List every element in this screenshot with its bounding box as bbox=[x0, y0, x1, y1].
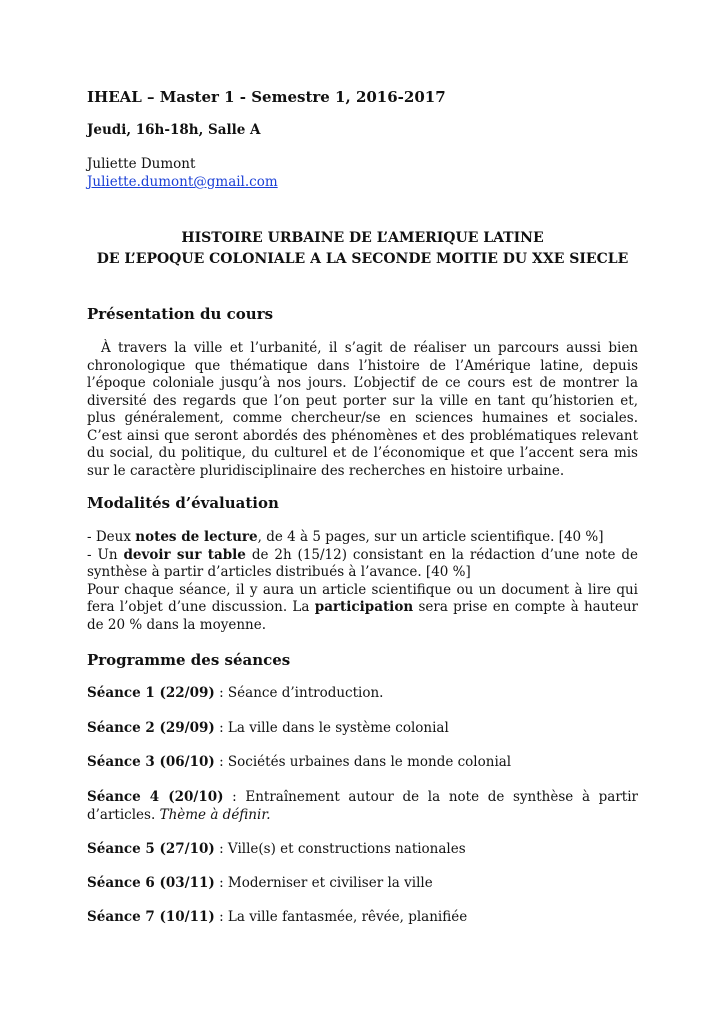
presentation-paragraph: À travers la ville et l’urbanité, il s’agit de réaliser un parcours aussi bien chronologique que thématique dans l’histoire de l’Amérique latine, depuis l’époque coloniale jusqu’à nos jours. L’objectif de ce cours est de montrer la diversité des regards que l’on peut porter sur la ville en tant qu’historien et, plus généralement, comme chercheur/se en sciences humaines et sociales. C’est ainsi que seront abordés des phénomènes et des problématiques relevant du social, du politique, du culturel et de l’économique et que l’accent sera mis sur le caractère pluridisciplinaire des recherches en histoire urbaine. bbox=[87, 340, 638, 479]
session-topic: : Ville(s) et constructions nationales bbox=[214, 841, 466, 857]
programme-heading: Programme des séances bbox=[87, 651, 291, 669]
session-topic: : Sociétés urbaines dans le monde colonial bbox=[214, 754, 512, 770]
evaluation-item-detail: sera prise en compte à hauteur de 20 % dans la moyenne. bbox=[87, 599, 638, 633]
evaluation-heading: Modalités d’évaluation bbox=[87, 494, 279, 512]
session-item bbox=[87, 789, 638, 824]
session-label: Séance 3 (06/10) bbox=[87, 754, 215, 770]
evaluation-item-prefix: Pour chaque séance, il y aura un article scientifique ou un document à lire qui fera l’objet d’une discussion. La bbox=[87, 581, 638, 615]
session-label: Séance 5 (27/10) bbox=[87, 841, 215, 857]
session-topic: : La ville fantasmée, rêvée, planifiée bbox=[214, 909, 468, 925]
evaluation-item-prefix: - Un bbox=[87, 546, 124, 563]
session-label: Séance 4 (20/10) bbox=[87, 789, 224, 805]
session-topic: : Moderniser et civiliser la ville bbox=[214, 875, 433, 891]
evaluation-item-keyword: devoir sur table bbox=[123, 546, 246, 563]
session-label: Séance 7 (10/11) bbox=[87, 909, 215, 925]
session-topic: : Séance d’introduction. bbox=[214, 685, 384, 701]
session-item bbox=[87, 841, 638, 859]
course-title-line-1: HISTOIRE URBAINE DE L’AMERIQUE LATINE bbox=[181, 230, 544, 246]
evaluation-item-reading-notes bbox=[87, 529, 638, 547]
evaluation-item-participation bbox=[87, 582, 638, 635]
session-topic: : La ville dans le système colonial bbox=[214, 720, 449, 736]
session-note: Thème à définir. bbox=[159, 806, 271, 823]
course-title-line-2: DE L’EPOQUE COLONIALE A LA SECONDE MOITIE DU XXE SIECLE bbox=[96, 251, 629, 267]
evaluation-item-keyword: notes de lecture bbox=[135, 529, 258, 545]
session-item bbox=[87, 720, 638, 738]
session-label: Séance 1 (22/09) bbox=[87, 685, 215, 701]
session-label: Séance 2 (29/09) bbox=[87, 720, 215, 736]
session-topic: : Entraînement autour de la note de synthèse à partir d’articles. bbox=[87, 789, 638, 823]
session-item bbox=[87, 754, 638, 772]
author-name: Juliette Dumont bbox=[87, 156, 196, 172]
evaluation-item-detail: , de 4 à 5 pages, sur un article scientifique. [40 %] bbox=[257, 529, 604, 545]
evaluation-item-exam bbox=[87, 547, 638, 582]
session-item bbox=[87, 875, 638, 893]
session-item bbox=[87, 685, 638, 703]
author-email-link[interactable]: Juliette.dumont@gmail.com bbox=[87, 174, 278, 190]
session-label: Séance 6 (03/11) bbox=[87, 875, 215, 891]
evaluation-item-prefix: - Deux bbox=[87, 529, 136, 545]
schedule-line: Jeudi, 16h-18h, Salle A bbox=[87, 122, 261, 138]
evaluation-item-keyword: participation bbox=[314, 599, 414, 615]
evaluation-item-detail: de 2h (15/12) consistant en la rédaction d’une note de synthèse à partir d’articles distribués à l’avance. [40 %] bbox=[87, 546, 639, 580]
session-item bbox=[87, 909, 638, 927]
presentation-heading: Présentation du cours bbox=[87, 305, 274, 323]
program-header: IHEAL – Master 1 - Semestre 1, 2016-2017 bbox=[87, 88, 446, 106]
evaluation-list bbox=[87, 529, 638, 634]
